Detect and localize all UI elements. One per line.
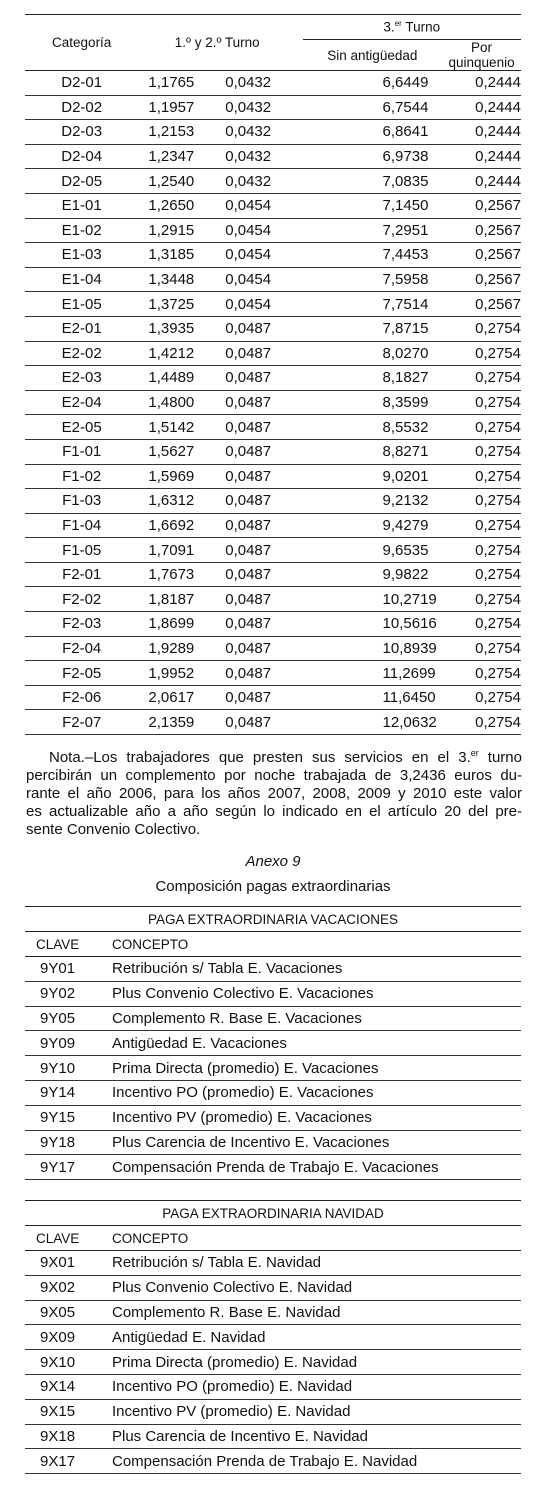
rates-cell: E1-05 xyxy=(25,292,138,317)
rates-row xyxy=(25,366,521,391)
rates-cell: 1,2650 xyxy=(138,193,219,218)
rates-cell: 1,5969 xyxy=(138,464,219,489)
rates-cell: 0,2754 xyxy=(442,710,521,735)
rates-row xyxy=(25,685,521,710)
rates-cell: 1,3935 xyxy=(138,316,219,341)
vacaciones-row xyxy=(25,1155,521,1180)
rates-cell: 0,0487 xyxy=(219,612,296,637)
rates-cell: 1,1765 xyxy=(138,71,219,96)
rates-cell: 1,6692 xyxy=(138,513,219,538)
rates-cell: 8,8271 xyxy=(303,439,443,464)
rates-cell: 1,9289 xyxy=(138,636,219,661)
rates-cell: 0,2754 xyxy=(442,636,521,661)
clave-cell: 9X01 xyxy=(25,1251,112,1276)
vacaciones-row xyxy=(25,957,521,982)
rates-cell: F2-06 xyxy=(25,685,138,710)
rates-cell: E2-04 xyxy=(25,390,138,415)
rates-cell: 0,0487 xyxy=(219,390,296,415)
rates-cell: 0,2754 xyxy=(442,366,521,391)
rates-cell: 8,1827 xyxy=(303,366,443,391)
rates-cell: E1-01 xyxy=(25,193,138,218)
rates-cell: 0,2754 xyxy=(442,612,521,637)
navidad-row xyxy=(25,1350,521,1375)
rates-cell: E1-03 xyxy=(25,243,138,268)
rates-cell: 0,2754 xyxy=(442,587,521,612)
navidad-table-body xyxy=(25,1251,521,1474)
header-concepto: CONCEPTO xyxy=(112,932,521,957)
rates-cell: 6,7544 xyxy=(303,95,443,120)
rates-cell: 9,2132 xyxy=(303,489,443,514)
rates-cell: 0,2567 xyxy=(442,292,521,317)
rates-cell: 0,2754 xyxy=(442,316,521,341)
rates-row xyxy=(25,661,521,686)
rates-cell: F2-02 xyxy=(25,587,138,612)
annex-subtitle: Composición pagas extraordinarias xyxy=(155,878,391,895)
clave-cell: 9X17 xyxy=(25,1449,112,1474)
rates-cell: 0,0487 xyxy=(219,538,296,563)
vacaciones-row xyxy=(25,1031,521,1056)
rates-cell: 0,2754 xyxy=(442,661,521,686)
concepto-cell: Prima Directa (promedio) E. Vacaciones xyxy=(112,1056,521,1081)
navidad-row xyxy=(25,1374,521,1399)
clave-cell: 9Y15 xyxy=(25,1105,112,1130)
rates-cell: 0,0487 xyxy=(219,439,296,464)
rates-cell: 0,0487 xyxy=(219,710,296,735)
rates-cell: 7,8715 xyxy=(303,316,443,341)
rates-cell: 0,2567 xyxy=(442,218,521,243)
rates-cell: 8,5532 xyxy=(303,415,443,440)
concepto-cell: Compensación Prenda de Trabajo E. Vacaciones xyxy=(112,1155,521,1180)
rates-cell: 0,0487 xyxy=(219,636,296,661)
rates-cell: F2-03 xyxy=(25,612,138,637)
rates-cell: 0,0487 xyxy=(219,316,296,341)
rates-row xyxy=(25,144,521,169)
concepto-cell: Antigüedad E. Vacaciones xyxy=(112,1031,521,1056)
rates-cell: 2,0617 xyxy=(138,685,219,710)
rates-row xyxy=(25,562,521,587)
rates-cell: E2-05 xyxy=(25,415,138,440)
vacaciones-row xyxy=(25,1056,521,1081)
navidad-row xyxy=(25,1300,521,1325)
rates-cell: 8,3599 xyxy=(303,390,443,415)
note-line: es actualizable año a año según lo indicado en el artículo 20 del pre- xyxy=(26,803,522,820)
rates-cell: 0,0432 xyxy=(219,71,296,96)
rates-cell: 0,0487 xyxy=(219,513,296,538)
rates-cell: F1-02 xyxy=(25,464,138,489)
navidad-row xyxy=(25,1424,521,1449)
rates-cell: 1,8699 xyxy=(138,612,219,637)
concepto-cell: Plus Convenio Colectivo E. Navidad xyxy=(112,1275,521,1300)
rates-cell: 9,0201 xyxy=(303,464,443,489)
clave-cell: 9Y10 xyxy=(25,1056,112,1081)
clave-cell: 9Y18 xyxy=(25,1130,112,1155)
rates-cell: 10,8939 xyxy=(303,636,443,661)
rates-cell: F2-01 xyxy=(25,562,138,587)
rates-cell: 1,2540 xyxy=(138,169,219,194)
annex-title: Anexo 9 xyxy=(245,853,301,870)
rates-table-body xyxy=(25,71,521,735)
note-paragraph xyxy=(26,744,522,839)
rates-row xyxy=(25,612,521,637)
rates-cell: 0,0487 xyxy=(219,341,296,366)
rates-cell: 9,6535 xyxy=(303,538,443,563)
concepto-cell: Compensación Prenda de Trabajo E. Navidad xyxy=(112,1449,521,1474)
rates-cell: 0,2567 xyxy=(442,243,521,268)
rates-cell: 6,9738 xyxy=(303,144,443,169)
rates-cell: 0,0454 xyxy=(219,218,296,243)
rates-cell: E2-03 xyxy=(25,366,138,391)
rates-cell: 9,9822 xyxy=(303,562,443,587)
rates-cell: 1,2153 xyxy=(138,120,219,145)
rates-row xyxy=(25,390,521,415)
note-line: rante el año 2006, para los años 2007, 2008, 2009 y 2010 este valor xyxy=(26,785,522,802)
clave-cell: 9Y09 xyxy=(25,1031,112,1056)
rates-cell: 0,0487 xyxy=(219,685,296,710)
rates-row xyxy=(25,587,521,612)
navidad-row xyxy=(25,1275,521,1300)
vacaciones-row xyxy=(25,1080,521,1105)
rates-cell: D2-05 xyxy=(25,169,138,194)
rates-cell: 0,0454 xyxy=(219,243,296,268)
vacaciones-row xyxy=(25,981,521,1006)
clave-cell: 9X18 xyxy=(25,1424,112,1449)
rates-cell: 7,5958 xyxy=(303,267,443,292)
rates-cell: 0,2754 xyxy=(442,489,521,514)
header-categoria: Categoría xyxy=(25,15,138,71)
rates-row xyxy=(25,193,521,218)
concepto-cell: Complemento R. Base E. Vacaciones xyxy=(112,1006,521,1031)
concepto-cell: Antigüedad E. Navidad xyxy=(112,1325,521,1350)
rates-cell: E1-02 xyxy=(25,218,138,243)
clave-cell: 9Y14 xyxy=(25,1080,112,1105)
rates-cell: 0,0487 xyxy=(219,415,296,440)
rates-cell: 1,2347 xyxy=(138,144,219,169)
vacaciones-row xyxy=(25,1130,521,1155)
rates-cell: 0,2444 xyxy=(442,144,521,169)
rates-row xyxy=(25,120,521,145)
rates-cell: 8,0270 xyxy=(303,341,443,366)
rates-cell: 12,0632 xyxy=(303,710,443,735)
rates-cell: 0,2754 xyxy=(442,562,521,587)
rates-cell: F2-07 xyxy=(25,710,138,735)
rates-cell: 0,2444 xyxy=(442,95,521,120)
clave-cell: 9X09 xyxy=(25,1325,112,1350)
rates-cell: F1-04 xyxy=(25,513,138,538)
rates-cell: 0,0454 xyxy=(219,292,296,317)
header-clave: CLAVE xyxy=(25,932,112,957)
note-line: Nota.–Los trabajadores que presten sus servicios en el 3.$^{er}$ turno xyxy=(49,748,522,766)
rates-cell: 1,4489 xyxy=(138,366,219,391)
rates-row xyxy=(25,169,521,194)
rates-row xyxy=(25,489,521,514)
rates-cell: 0,2754 xyxy=(442,415,521,440)
rates-cell: 2,1359 xyxy=(138,710,219,735)
rates-row xyxy=(25,464,521,489)
rates-cell: E2-01 xyxy=(25,316,138,341)
rates-cell: 0,2754 xyxy=(442,341,521,366)
rates-cell: 0,2444 xyxy=(442,71,521,96)
rates-row xyxy=(25,341,521,366)
rates-cell: 0,0432 xyxy=(219,120,296,145)
clave-cell: 9Y01 xyxy=(25,957,112,982)
rates-cell: 1,5627 xyxy=(138,439,219,464)
rates-cell: 7,2951 xyxy=(303,218,443,243)
rates-table xyxy=(25,14,521,735)
navidad-table-title: PAGA EXTRAORDINARIA NAVIDAD xyxy=(25,1201,521,1226)
rates-row xyxy=(25,710,521,735)
rates-row xyxy=(25,243,521,268)
rates-row xyxy=(25,292,521,317)
header-sin-antiguedad: Sin antigüedad xyxy=(303,40,443,71)
header-turno-1-2: 1.º y 2.º Turno xyxy=(138,15,296,71)
rates-cell: D2-04 xyxy=(25,144,138,169)
rates-cell: 7,7514 xyxy=(303,292,443,317)
vacaciones-row xyxy=(25,1006,521,1031)
concepto-cell: Incentivo PV (promedio) E. Navidad xyxy=(112,1399,521,1424)
rates-cell: 0,0432 xyxy=(219,144,296,169)
vacaciones-row xyxy=(25,1105,521,1130)
rates-row xyxy=(25,538,521,563)
rates-cell: 9,4279 xyxy=(303,513,443,538)
rates-cell: 6,8641 xyxy=(303,120,443,145)
rates-cell: 0,2754 xyxy=(442,538,521,563)
navidad-row xyxy=(25,1325,521,1350)
rates-cell: 7,4453 xyxy=(303,243,443,268)
rates-cell: E1-04 xyxy=(25,267,138,292)
rates-cell: 1,1957 xyxy=(138,95,219,120)
rates-cell: F2-04 xyxy=(25,636,138,661)
rates-cell: F1-05 xyxy=(25,538,138,563)
rates-cell: 0,0487 xyxy=(219,464,296,489)
rates-cell: F2-05 xyxy=(25,661,138,686)
rates-cell: 0,2754 xyxy=(442,439,521,464)
rates-cell: 1,7673 xyxy=(138,562,219,587)
navidad-table xyxy=(25,1200,521,1474)
rates-cell: 10,2719 xyxy=(303,587,443,612)
vacaciones-table-body xyxy=(25,957,521,1180)
header-concepto: CONCEPTO xyxy=(112,1226,521,1251)
rates-cell: 0,0487 xyxy=(219,366,296,391)
concepto-cell: Plus Carencia de Incentivo E. Vacaciones xyxy=(112,1130,521,1155)
rates-cell: D2-01 xyxy=(25,71,138,96)
navidad-row xyxy=(25,1399,521,1424)
rates-row xyxy=(25,316,521,341)
rates-row xyxy=(25,71,521,96)
concepto-cell: Plus Convenio Colectivo E. Vacaciones xyxy=(112,981,521,1006)
rates-row xyxy=(25,267,521,292)
rates-cell: 1,3448 xyxy=(138,267,219,292)
rates-cell: 0,0487 xyxy=(219,489,296,514)
rates-cell: 0,0432 xyxy=(219,169,296,194)
rates-row xyxy=(25,439,521,464)
concepto-cell: Retribución s/ Tabla E. Vacaciones xyxy=(112,957,521,982)
clave-cell: 9X14 xyxy=(25,1374,112,1399)
rates-cell: 1,8187 xyxy=(138,587,219,612)
rates-row xyxy=(25,95,521,120)
rates-cell: 1,3185 xyxy=(138,243,219,268)
clave-cell: 9X05 xyxy=(25,1300,112,1325)
clave-cell: 9X15 xyxy=(25,1399,112,1424)
note-line: sente Convenio Colectivo. xyxy=(26,821,201,838)
concepto-cell: Retribución s/ Tabla E. Navidad xyxy=(112,1251,521,1276)
rates-cell: 0,0432 xyxy=(219,95,296,120)
concepto-cell: Plus Carencia de Incentivo E. Navidad xyxy=(112,1424,521,1449)
rates-cell: 0,2567 xyxy=(442,193,521,218)
rates-cell: 1,3725 xyxy=(138,292,219,317)
clave-cell: 9Y05 xyxy=(25,1006,112,1031)
rates-row xyxy=(25,513,521,538)
navidad-row xyxy=(25,1449,521,1474)
concepto-cell: Prima Directa (promedio) E. Navidad xyxy=(112,1350,521,1375)
concepto-cell: Incentivo PO (promedio) E. Vacaciones xyxy=(112,1080,521,1105)
rates-cell: 1,9952 xyxy=(138,661,219,686)
clave-cell: 9Y17 xyxy=(25,1155,112,1180)
rates-cell: 0,0487 xyxy=(219,562,296,587)
rates-cell: 0,2754 xyxy=(442,685,521,710)
rates-cell: D2-03 xyxy=(25,120,138,145)
navidad-row xyxy=(25,1251,521,1276)
rates-cell: 0,2567 xyxy=(442,267,521,292)
rates-row xyxy=(25,415,521,440)
rates-cell: 10,5616 xyxy=(303,612,443,637)
concepto-cell: Complemento R. Base E. Navidad xyxy=(112,1300,521,1325)
rates-cell: 0,0454 xyxy=(219,267,296,292)
rates-row xyxy=(25,636,521,661)
rates-cell: 0,2754 xyxy=(442,464,521,489)
rates-cell: 7,0835 xyxy=(303,169,443,194)
rates-cell: F1-01 xyxy=(25,439,138,464)
clave-cell: 9X02 xyxy=(25,1275,112,1300)
note-line: percibirán un complemento por noche trabajada de 3,2436 euros du- xyxy=(26,767,522,784)
rates-cell: 0,2754 xyxy=(442,390,521,415)
rates-cell: 1,6312 xyxy=(138,489,219,514)
rates-cell: 11,2699 xyxy=(303,661,443,686)
rates-cell: 1,5142 xyxy=(138,415,219,440)
concepto-cell: Incentivo PO (promedio) E. Navidad xyxy=(112,1374,521,1399)
rates-cell: 1,4212 xyxy=(138,341,219,366)
vacaciones-table xyxy=(25,906,521,1180)
header-por-quinquenio: Por quinquenio xyxy=(442,40,521,71)
rates-cell: F1-03 xyxy=(25,489,138,514)
clave-cell: 9Y02 xyxy=(25,981,112,1006)
rates-cell: 6,6449 xyxy=(303,71,443,96)
rates-cell: D2-02 xyxy=(25,95,138,120)
rates-cell: 1,2915 xyxy=(138,218,219,243)
rates-cell: 7,1450 xyxy=(303,193,443,218)
header-turno-3: 3.$^{er}$ Turno xyxy=(303,15,521,40)
rates-cell: 1,4800 xyxy=(138,390,219,415)
concepto-cell: Incentivo PV (promedio) E. Vacaciones xyxy=(112,1105,521,1130)
rates-cell: 0,2444 xyxy=(442,120,521,145)
rates-cell: 0,0454 xyxy=(219,193,296,218)
rates-row xyxy=(25,218,521,243)
rates-cell: 0,0487 xyxy=(219,587,296,612)
header-clave: CLAVE xyxy=(25,1226,112,1251)
rates-cell: 0,2444 xyxy=(442,169,521,194)
rates-cell: 0,0487 xyxy=(219,661,296,686)
rates-cell: E2-02 xyxy=(25,341,138,366)
vacaciones-table-title: PAGA EXTRAORDINARIA VACACIONES xyxy=(25,907,521,932)
rates-cell: 11,6450 xyxy=(303,685,443,710)
clave-cell: 9X10 xyxy=(25,1350,112,1375)
rates-cell: 0,2754 xyxy=(442,513,521,538)
rates-cell: 1,7091 xyxy=(138,538,219,563)
